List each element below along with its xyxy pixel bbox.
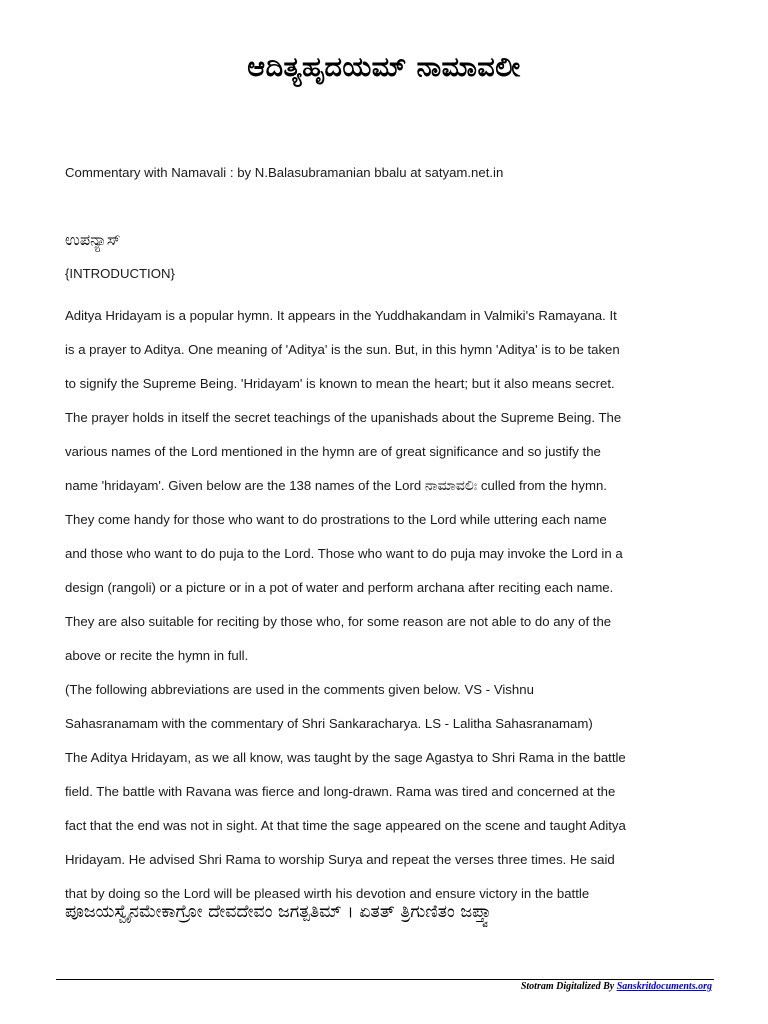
namavali-word: ನಾಮಾವಲಿಃ <box>424 478 478 494</box>
kannada-verse: ಪೂಜಯಸ್ವೈನಮೇಕಾಗ್ರೋ ದೇವದೇವಂ ಜಗತ್ಪತಿಮ್ । ಏತತ್ ತ್ರಿಗುಣಿತಂ ಜಪ್ತ್ವಾ <box>65 902 494 922</box>
body-line: above or recite the hymn in full. <box>65 648 249 663</box>
body-line: (The following abbreviations are used in the comments given below. VS - Vishnu <box>65 682 534 697</box>
body-line: design (rangoli) or a picture or in a pot of water and perform archana after reciting each name. <box>65 580 614 595</box>
body-line: Hridayam. He advised Shri Rama to worship Surya and repeat the verses three times. He said <box>65 852 615 867</box>
body-line: The Aditya Hridayam, as we all know, was taught by the sage Agastya to Shri Rama in the battle <box>65 750 626 765</box>
kannada-section-heading: ಉಪನ್ಯಾಸ್ <box>65 230 121 249</box>
commentary-credit: Commentary with Namavali : by N.Balasubramanian bbalu at satyam.net.in <box>65 165 504 180</box>
body-line-start: name 'hridayam'. Given below are the 138 names of the Lord <box>65 478 422 493</box>
introduction-body <box>65 299 705 911</box>
footer-credit <box>521 981 712 992</box>
body-line: Sahasranamam with the commentary of Shri Sankaracharya. LS - Lalitha Sahasranamam) <box>65 716 593 731</box>
body-line: They are also suitable for reciting by those who, for some reason are not able to do any of the <box>65 614 612 629</box>
body-line: and those who want to do puja to the Lord. Those who want to do puja may invoke the Lord in a <box>65 546 623 561</box>
body-line: various names of the Lord mentioned in the hymn are of great significance and so justify the <box>65 444 601 459</box>
body-line: field. The battle with Ravana was fierce and long-drawn. Rama was tired and concerned at the <box>65 784 616 799</box>
body-line: that by doing so the Lord will be pleased wirth his devotion and ensure victory in the battle <box>65 886 590 901</box>
body-line: to signify the Supreme Being. 'Hridayam' is known to mean the heart; but it also means secret. <box>65 376 615 391</box>
body-line-end: culled from the hymn. <box>477 478 607 493</box>
page-title: ಆದಿತ್ಯಹೃದಯಮ್ ನಾಮಾವಲೀ <box>247 52 521 83</box>
body-line: Aditya Hridayam is a popular hymn. It appears in the Yuddhakandam in Valmiki's Ramayana. It <box>65 308 617 323</box>
body-line: They come handy for those who want to do prostrations to the Lord while uttering each name <box>65 512 607 527</box>
introduction-tag: {INTRODUCTION} <box>65 266 175 281</box>
body-line: fact that the end was not in sight. At that time the sage appeared on the scene and taught Aditya <box>65 818 626 833</box>
sanskritdocuments-link[interactable]: Sanskritdocuments.org <box>616 981 712 992</box>
footer-label: Stotram Digitalized By <box>520 981 617 992</box>
body-line: The prayer holds in itself the secret teachings of the upanishads about the Supreme Being. The <box>65 410 622 425</box>
body-line-mixed <box>65 469 705 503</box>
body-line: is a prayer to Aditya. One meaning of 'Aditya' is the sun. But, in this hymn 'Aditya' is to be taken <box>65 342 620 357</box>
footer-divider <box>56 979 714 980</box>
